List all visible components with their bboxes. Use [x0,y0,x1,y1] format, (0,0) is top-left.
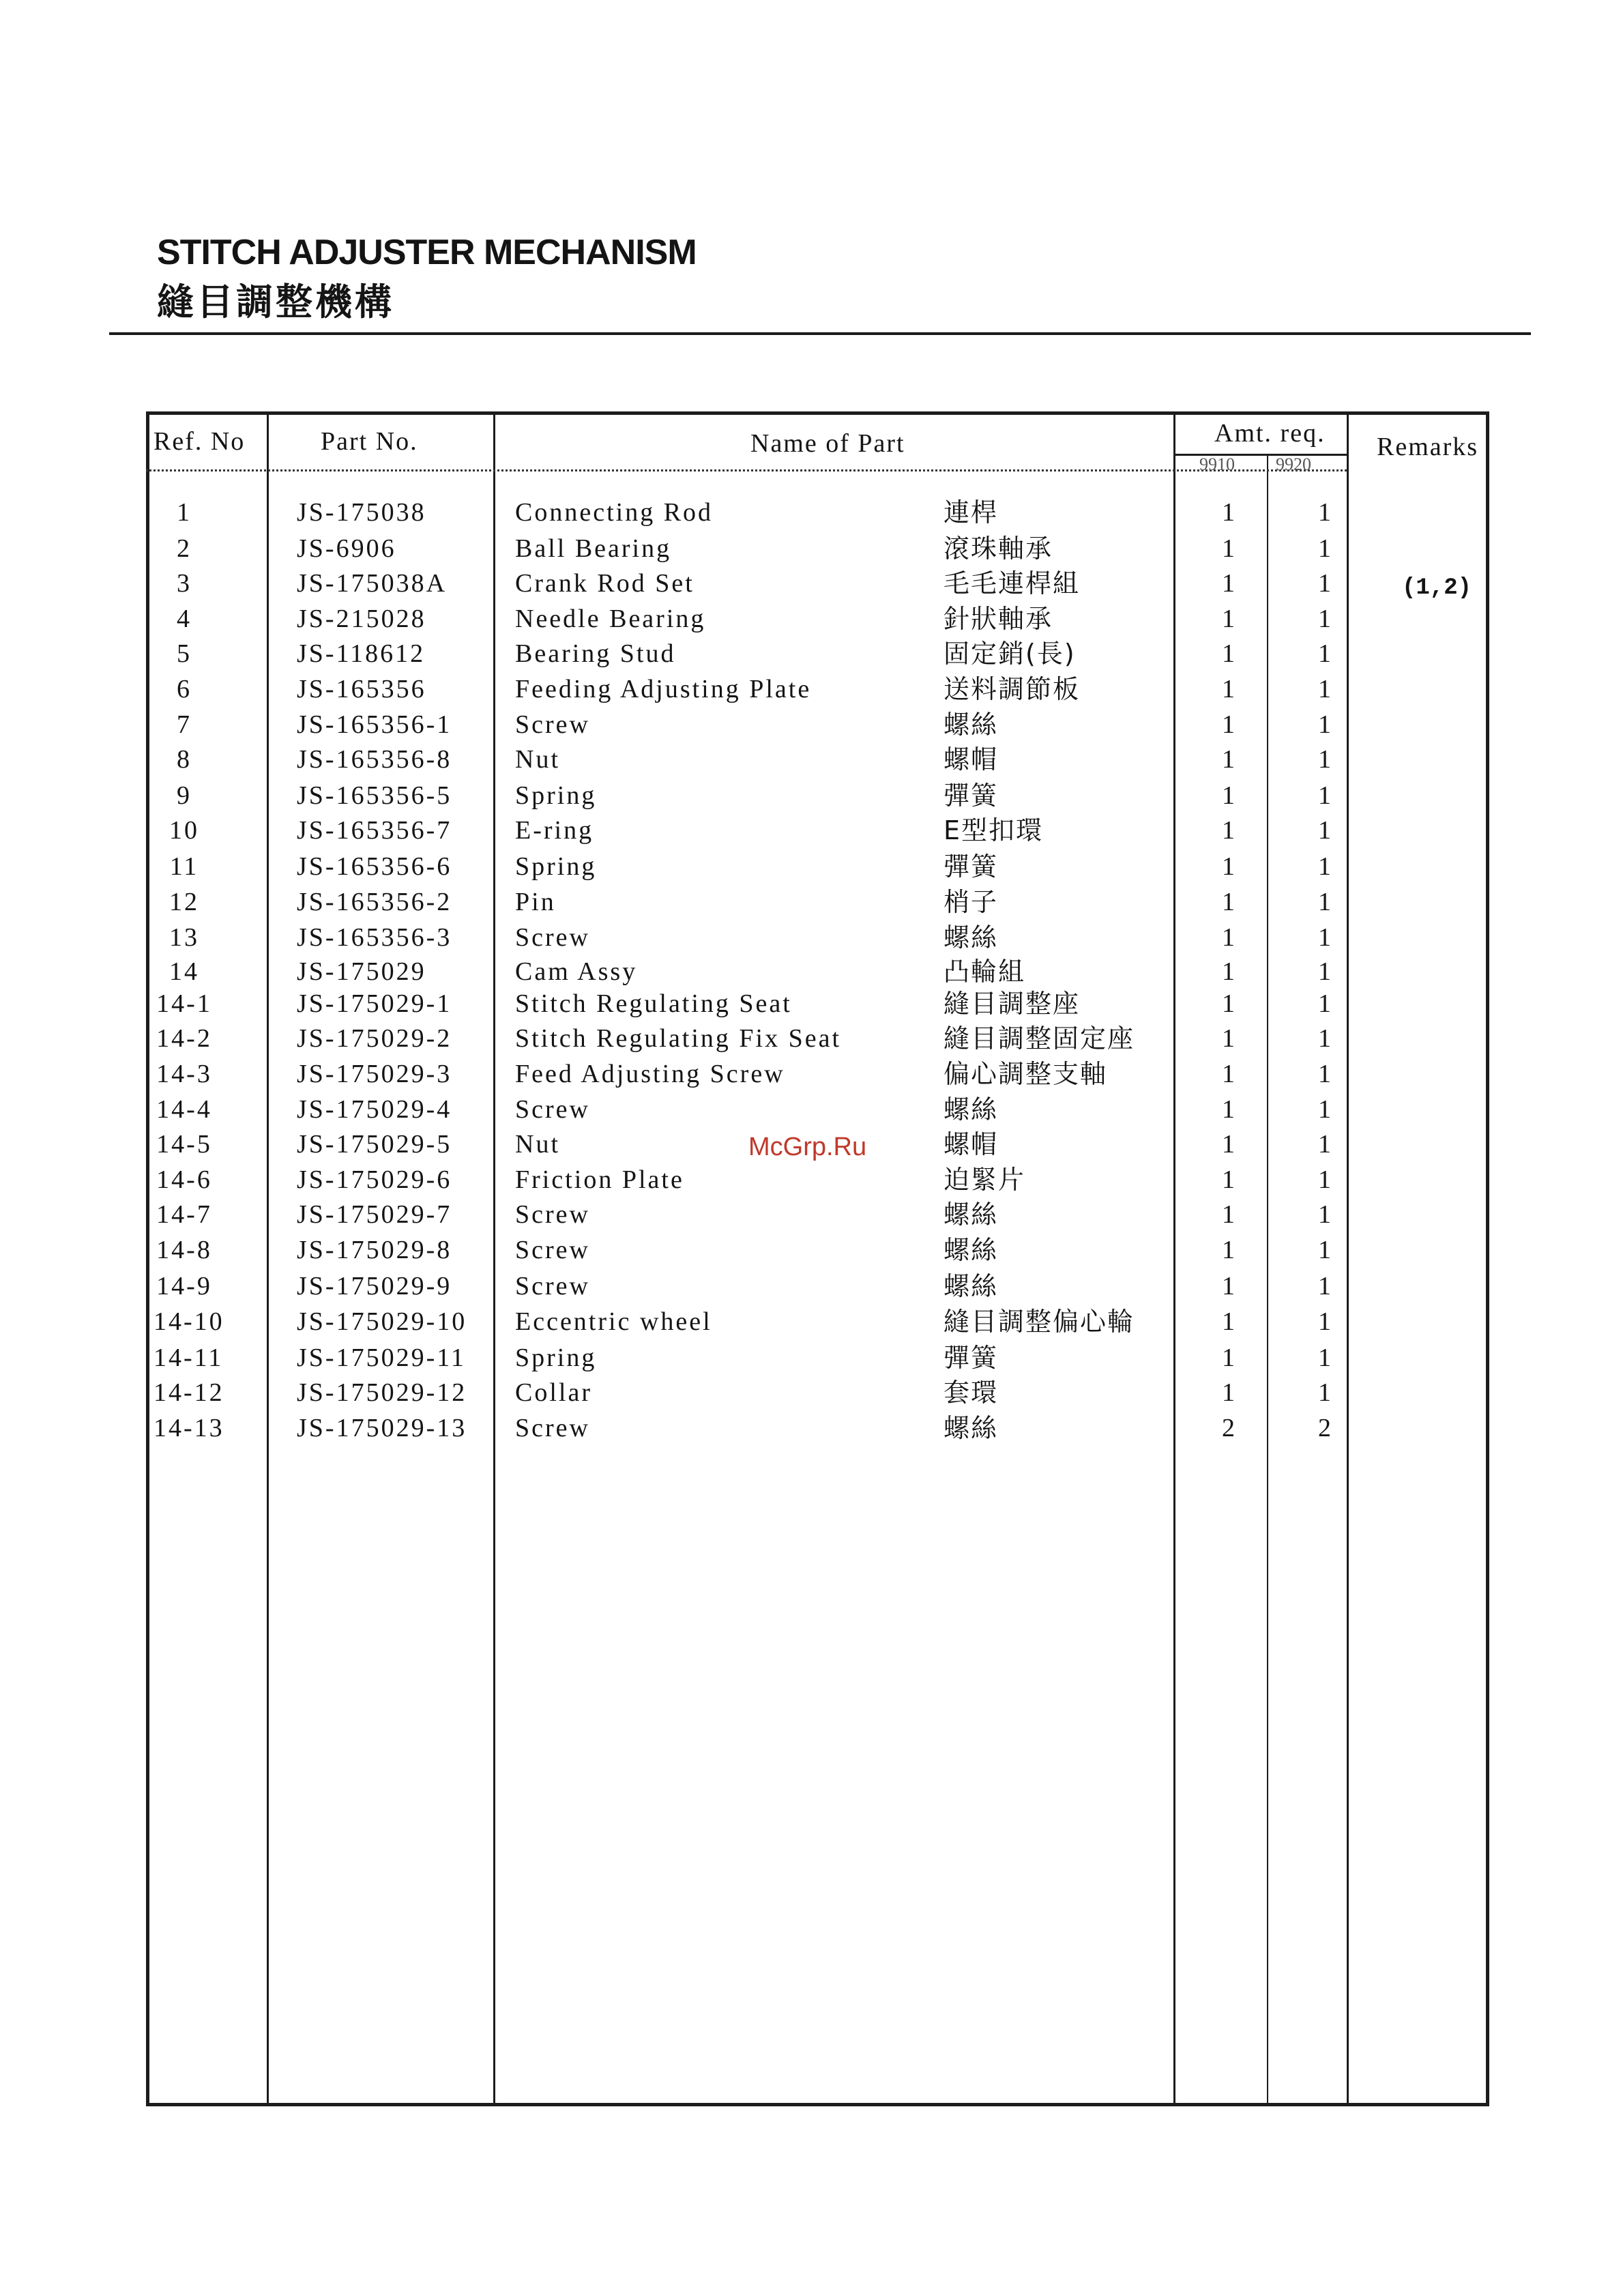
part-name-cell: Cam Assy [515,957,638,986]
qty-9920-cell: 1 [1318,1343,1333,1372]
part-name-chinese-cell: 偏心調整支軸 [944,1059,1108,1089]
part-no-cell: JS-175029-11 [297,1343,466,1372]
ref-no-cell: 14-1 [156,989,212,1018]
part-name-cell: Screw [515,1200,590,1229]
ref-no-cell: 8 [177,745,192,774]
header-separator [146,469,1347,471]
qty-9920-cell: 1 [1318,781,1333,810]
part-name-chinese-cell: 套環 [944,1378,999,1408]
ref-no-cell: 14-2 [156,1024,212,1053]
column-divider-model [1267,469,1268,2106]
ref-no-cell: 14-3 [156,1060,212,1088]
qty-9920-cell: 1 [1318,675,1333,703]
qty-9920-cell: 1 [1318,1060,1333,1088]
qty-9910-cell: 1 [1222,639,1237,668]
part-name-cell: Needle Bearing [515,605,706,633]
ref-no-cell: 7 [177,710,192,739]
part-no-cell: JS-175029-6 [297,1165,452,1194]
ref-no-cell: 14-5 [156,1130,212,1159]
qty-9910-cell: 1 [1222,745,1237,774]
part-no-cell: JS-165356-6 [297,852,452,881]
qty-9920-cell: 1 [1318,1307,1333,1336]
ref-no-cell: 13 [169,923,199,952]
part-no-cell: JS-165356 [297,675,426,703]
part-name-chinese-cell: E型扣環 [944,815,1044,845]
ref-no-cell: 14-13 [153,1414,224,1442]
part-name-chinese-cell: 螺絲 [944,1235,999,1265]
qty-9910-cell: 1 [1222,1307,1237,1336]
part-name-cell: Collar [515,1378,592,1407]
part-no-cell: JS-175029-3 [297,1060,452,1088]
qty-9910-cell: 1 [1222,1095,1237,1124]
part-name-cell: Feed Adjusting Screw [515,1060,785,1088]
part-name-cell: Stitch Regulating Fix Seat [515,1024,842,1053]
part-no-cell: JS-165356-1 [297,710,452,739]
part-no-cell: JS-165356-5 [297,781,452,810]
ref-no-cell: 14-8 [156,1236,212,1264]
part-name-cell: Nut [515,1130,560,1159]
ref-no-cell: 6 [177,675,192,703]
qty-9920-cell: 1 [1318,1130,1333,1159]
ref-no-cell: 14-9 [156,1272,212,1300]
part-name-chinese-cell: 彈簧 [944,1343,999,1373]
ref-no-cell: 5 [177,639,192,668]
part-no-cell: JS-6906 [297,534,396,563]
column-divider-ref [267,411,269,2106]
qty-9910-cell: 1 [1222,498,1237,527]
remark-row-3: (1,2) [1402,575,1472,601]
ref-no-cell: 14-12 [153,1378,224,1407]
part-name-chinese-cell: 連桿 [944,497,999,527]
qty-9910-cell: 1 [1222,781,1237,810]
column-divider-amt [1347,411,1349,2106]
qty-9920-cell: 1 [1318,816,1333,845]
part-no-cell: JS-165356-7 [297,816,452,845]
part-name-chinese-cell: 迫緊片 [944,1165,1026,1195]
qty-9920-cell: 1 [1318,639,1333,668]
part-name-chinese-cell: 縫目調整固定座 [944,1023,1135,1053]
header-ref-no: Ref. No [153,427,246,456]
part-name-chinese-cell: 螺帽 [944,744,999,774]
qty-9910-cell: 1 [1222,1343,1237,1372]
qty-9920-cell: 1 [1318,1095,1333,1124]
part-name-cell: Stitch Regulating Seat [515,989,792,1018]
qty-9920-cell: 1 [1318,852,1333,881]
page-title: STITCH ADJUSTER MECHANISM [157,233,697,272]
part-name-chinese-cell: 彈簧 [944,852,999,882]
qty-9920-cell: 1 [1318,923,1333,952]
part-name-cell: Friction Plate [515,1165,684,1194]
ref-no-cell: 14-10 [153,1307,224,1336]
part-name-cell: Screw [515,1095,590,1124]
ref-no-cell: 1 [177,498,192,527]
part-name-chinese-cell: 螺絲 [944,710,999,740]
qty-9910-cell: 1 [1222,1024,1237,1053]
part-no-cell: JS-175029-1 [297,989,452,1018]
part-name-cell: Crank Rod Set [515,569,694,598]
qty-9920-cell: 1 [1318,605,1333,633]
part-no-cell: JS-175029-2 [297,1024,452,1053]
part-name-chinese-cell: 針狀軸承 [944,604,1053,634]
qty-9920-cell: 1 [1318,989,1333,1018]
part-no-cell: JS-175029-9 [297,1272,452,1300]
part-no-cell: JS-175029-10 [297,1307,467,1336]
part-name-cell: E-ring [515,816,594,845]
ref-no-cell: 11 [169,852,199,881]
part-no-cell: JS-175029-7 [297,1200,452,1229]
part-name-cell: Spring [515,781,597,810]
part-name-chinese-cell: 固定銷(長) [944,639,1076,669]
ref-no-cell: 14-7 [156,1200,212,1229]
ref-no-cell: 10 [169,816,199,845]
part-no-cell: JS-215028 [297,605,426,633]
part-name-chinese-cell: 凸輪組 [944,957,1026,987]
part-name-cell: Ball Bearing [515,534,672,563]
qty-9910-cell: 1 [1222,923,1237,952]
part-no-cell: JS-175038A [297,569,448,598]
qty-9920-cell: 1 [1318,745,1333,774]
part-no-cell: JS-175029-8 [297,1236,452,1264]
qty-9920-cell: 1 [1318,1378,1333,1407]
part-name-cell: Feeding Adjusting Plate [515,675,812,703]
qty-9910-cell: 1 [1222,1378,1237,1407]
qty-9910-cell: 1 [1222,888,1237,916]
part-no-cell: JS-175038 [297,498,426,527]
part-name-chinese-cell: 螺絲 [944,922,999,953]
part-name-cell: Pin [515,888,556,916]
header-part-no: Part No. [321,427,418,456]
qty-9910-cell: 1 [1222,1272,1237,1300]
qty-9920-cell: 1 [1318,1272,1333,1300]
ref-no-cell: 14 [169,957,199,986]
qty-9910-cell: 1 [1222,710,1237,739]
qty-9920-cell: 2 [1318,1414,1333,1442]
qty-9910-cell: 1 [1222,816,1237,845]
page-title-chinese: 縫目調整機構 [157,280,394,323]
part-name-cell: Screw [515,710,590,739]
part-no-cell: JS-175029 [297,957,426,986]
part-name-chinese-cell: 毛毛連桿組 [944,568,1081,598]
qty-9920-cell: 1 [1318,534,1333,563]
header-model-9920: 9920 [1276,454,1311,474]
part-name-chinese-cell: 螺絲 [944,1271,999,1301]
amt-header-mid [1267,454,1268,469]
part-no-cell: JS-175029-5 [297,1130,452,1159]
part-no-cell: JS-165356-3 [297,923,452,952]
title-divider [109,332,1531,335]
part-name-chinese-cell: 螺絲 [944,1200,999,1230]
part-name-chinese-cell: 螺帽 [944,1129,999,1159]
part-name-cell: Eccentric wheel [515,1307,712,1336]
part-name-chinese-cell: 彈簧 [944,781,999,811]
qty-9910-cell: 1 [1222,989,1237,1018]
ref-no-cell: 4 [177,605,192,633]
part-name-cell: Spring [515,852,597,881]
qty-9910-cell: 1 [1222,1200,1237,1229]
part-name-cell: Connecting Rod [515,498,714,527]
ref-no-cell: 14-6 [156,1165,212,1194]
qty-9910-cell: 1 [1222,1165,1237,1194]
part-name-chinese-cell: 梢子 [944,887,999,917]
ref-no-cell: 2 [177,534,192,563]
part-name-cell: Screw [515,923,590,952]
part-name-cell: Screw [515,1236,590,1264]
qty-9910-cell: 1 [1222,957,1237,986]
part-no-cell: JS-175029-13 [297,1414,467,1442]
part-name-cell: Screw [515,1272,590,1300]
header-amt-req: Amt. req. [1214,419,1326,448]
header-model-9910: 9910 [1199,454,1235,474]
qty-9910-cell: 1 [1222,852,1237,881]
column-divider-name [1173,411,1175,2106]
ref-no-cell: 14-4 [156,1095,212,1124]
part-name-chinese-cell: 螺絲 [944,1094,999,1124]
ref-no-cell: 14-11 [153,1343,224,1372]
qty-9910-cell: 1 [1222,1060,1237,1088]
part-no-cell: JS-175029-4 [297,1095,452,1124]
qty-9920-cell: 1 [1318,1165,1333,1194]
part-name-chinese-cell: 螺絲 [944,1413,999,1443]
part-no-cell: JS-118612 [297,639,426,668]
qty-9920-cell: 1 [1318,569,1333,598]
part-name-cell: Bearing Stud [515,639,676,668]
qty-9920-cell: 1 [1318,888,1333,916]
part-name-chinese-cell: 滾珠軸承 [944,534,1053,564]
qty-9920-cell: 1 [1318,1024,1333,1053]
header-remarks: Remarks [1377,433,1479,461]
qty-9910-cell: 1 [1222,1130,1237,1159]
qty-9910-cell: 1 [1222,534,1237,563]
qty-9910-cell: 1 [1222,605,1237,633]
part-name-chinese-cell: 縫目調整偏心輪 [944,1307,1135,1337]
part-name-cell: Spring [515,1343,597,1372]
ref-no-cell: 3 [177,569,192,598]
qty-9920-cell: 1 [1318,498,1333,527]
header-name-of-part: Name of Part [750,429,905,458]
qty-9910-cell: 1 [1222,569,1237,598]
part-no-cell: JS-165356-2 [297,888,452,916]
column-divider-part [493,411,495,2106]
qty-9920-cell: 1 [1318,957,1333,986]
ref-no-cell: 12 [169,888,199,916]
qty-9910-cell: 1 [1222,1236,1237,1264]
qty-9920-cell: 1 [1318,1200,1333,1229]
part-no-cell: JS-175029-12 [297,1378,467,1407]
qty-9910-cell: 1 [1222,675,1237,703]
part-name-cell: Screw [515,1414,590,1442]
part-no-cell: JS-165356-8 [297,745,452,774]
part-name-cell: Nut [515,745,560,774]
qty-9920-cell: 1 [1318,710,1333,739]
ref-no-cell: 9 [177,781,192,810]
qty-9920-cell: 1 [1318,1236,1333,1264]
part-name-chinese-cell: 縫目調整座 [944,989,1081,1019]
qty-9910-cell: 2 [1222,1414,1237,1442]
part-name-chinese-cell: 送料調節板 [944,674,1081,704]
watermark: McGrp.Ru [748,1133,867,1161]
